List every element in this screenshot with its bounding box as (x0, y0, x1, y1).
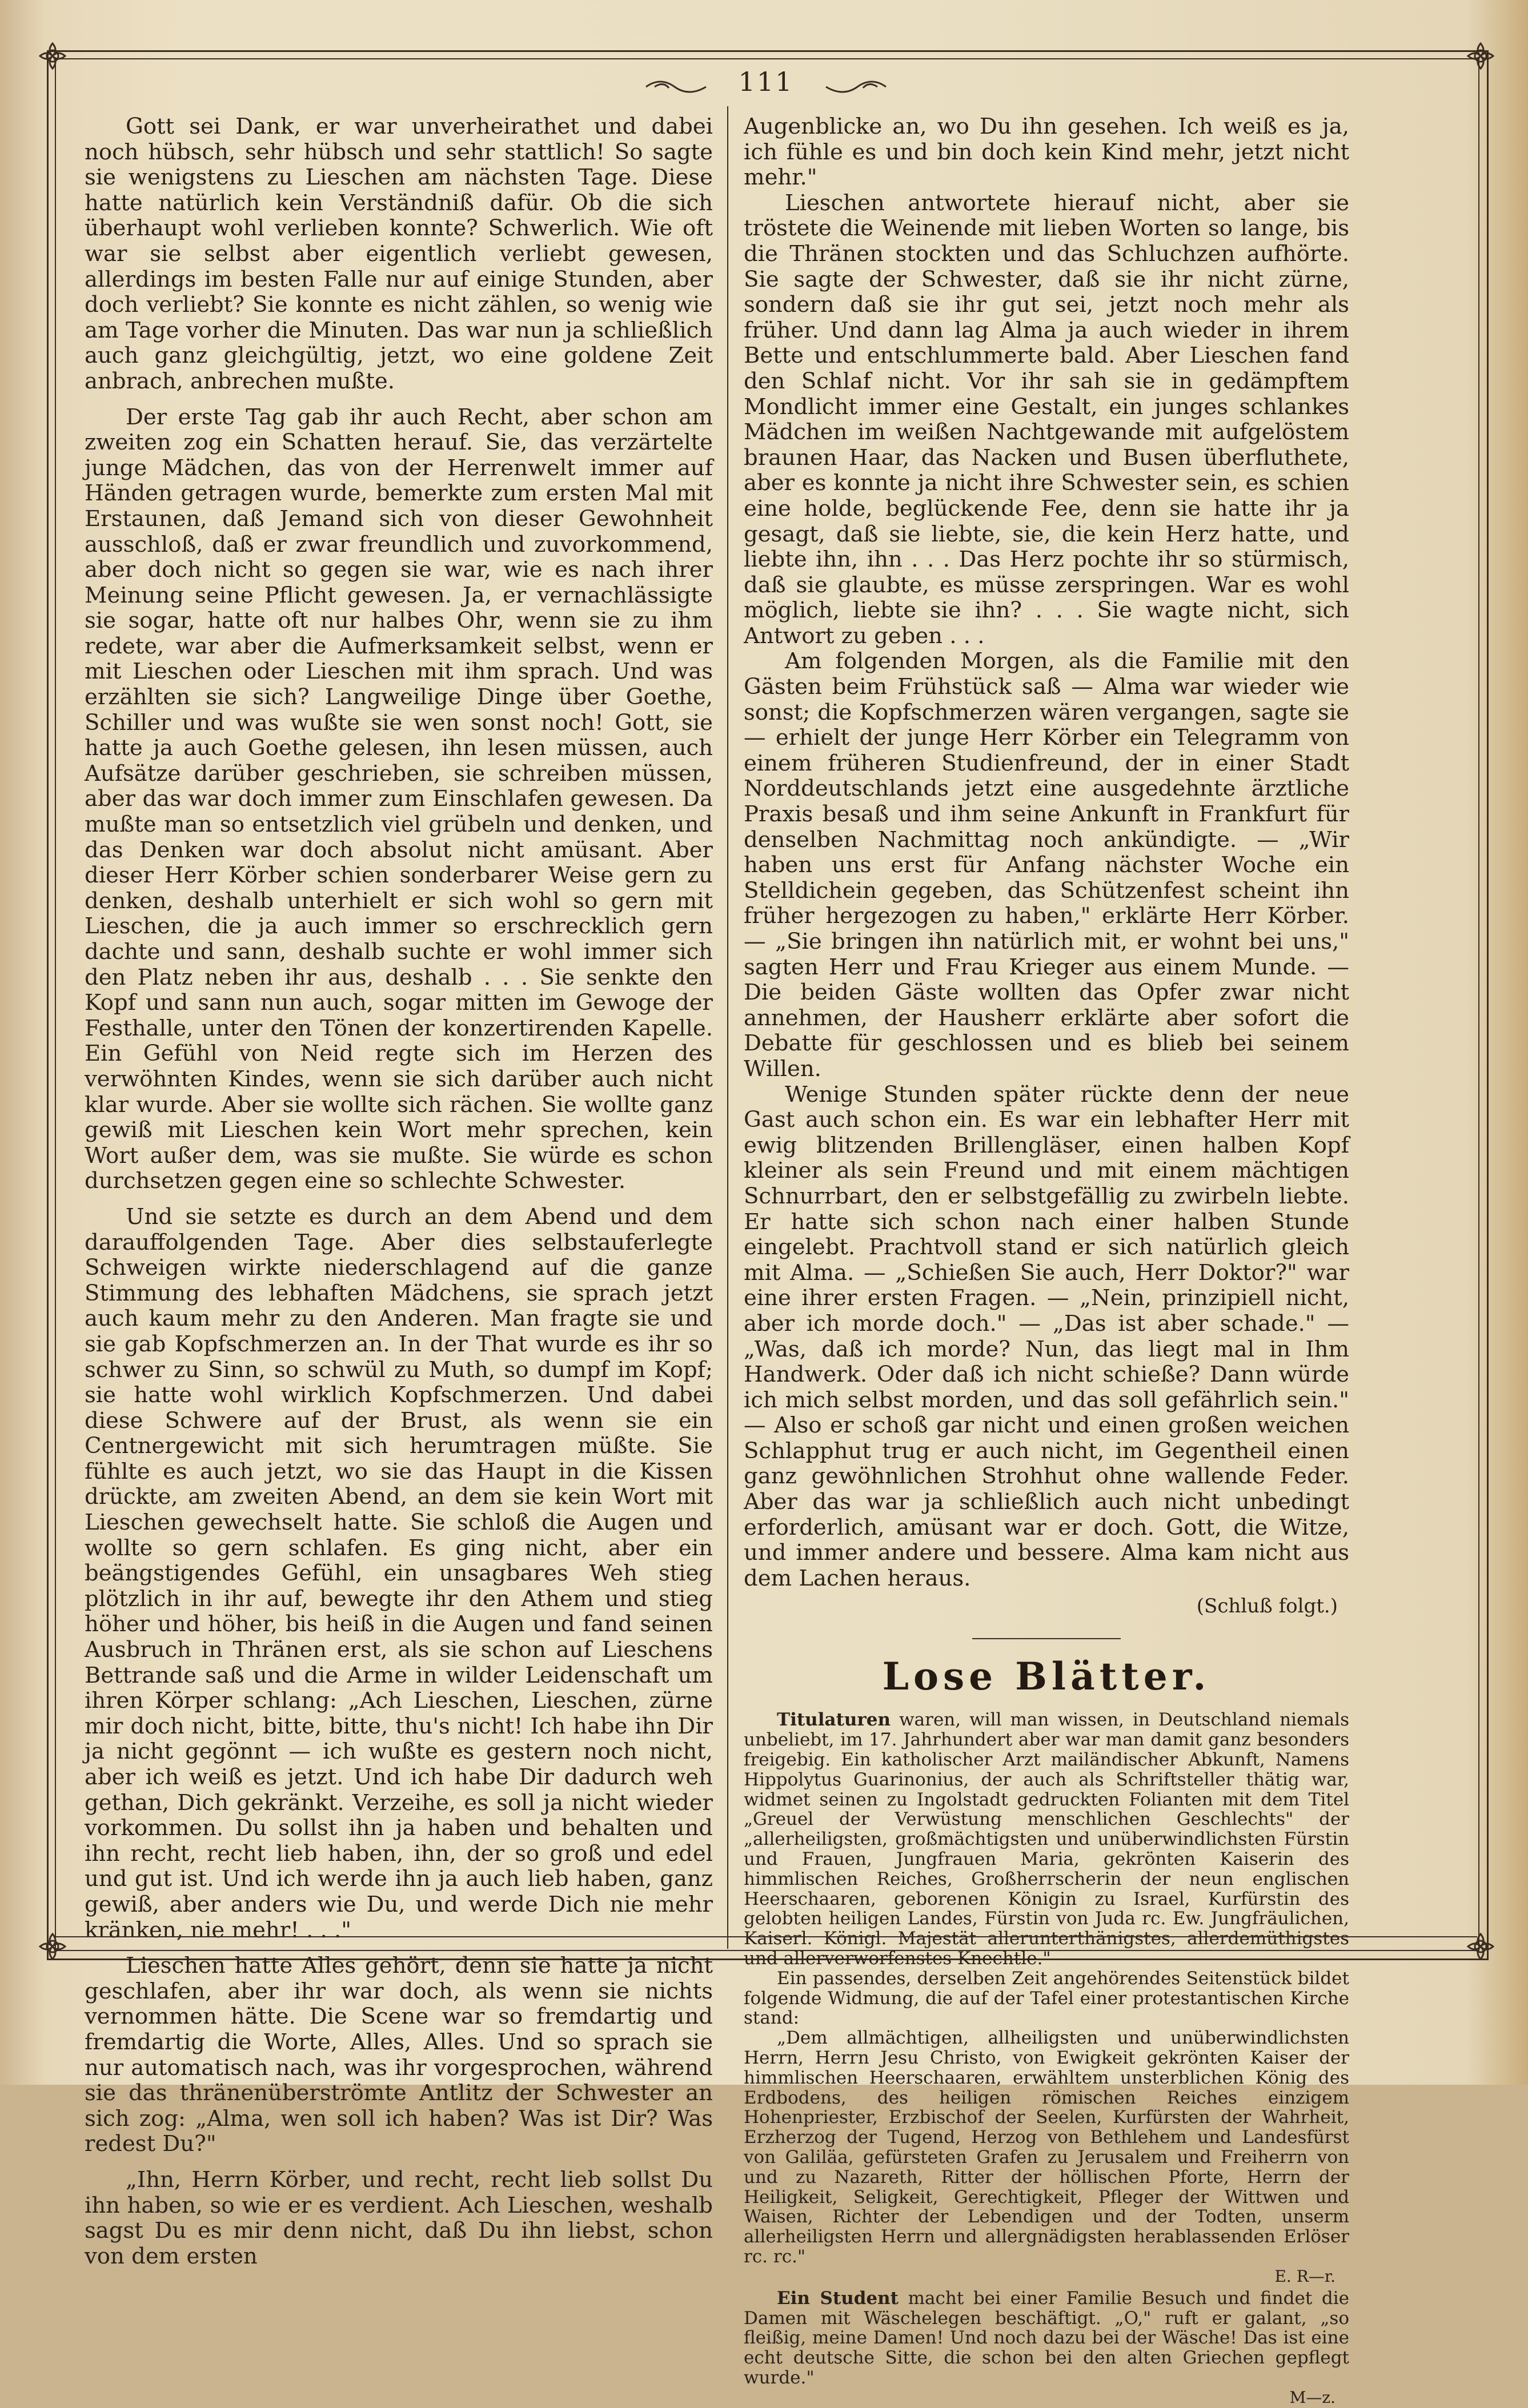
to-be-continued: (Schluß folgt.) (1196, 1595, 1338, 1618)
section-divider (972, 1638, 1121, 1639)
paragraph: Augenblicke an, wo Du ihn gesehen. Ich weiß es ja, ich fühle es und bin doch kein Kind mehr, jetzt nicht mehr." (744, 114, 1349, 191)
left-column (85, 114, 713, 2269)
bottom-rule (55, 1936, 1477, 1937)
paragraph: Gott sei Dank, er war unverheirathet und dabei noch hübsch, sehr hübsch und sehr stattlich! So sagte sie wenigstens zu Lieschen am nächsten Tage. Diese hatte natürlich kein Verständniß dafür. Ob die sich überhaupt wohl verlieben konnte? Schwerlich. Wie oft war sie selbst aber eigentlich verliebt gewesen, allerdings im besten Falle nur auf einige Stunden, aber doch verliebt? Sie konnte es nicht zählen, so wenig wie am Tage vorher die Minuten. Das war nun ja schließlich auch ganz gleichgültig, jetzt, wo eine goldene Zeit anbrach, anbrechen mußte. (85, 114, 713, 394)
column-divider (727, 106, 728, 1949)
page-number: 111 (738, 66, 794, 97)
paragraph: Und sie setzte es durch an dem Abend und dem darauffolgenden Tage. Aber dies selbstauferlegte Schweigen wirkte niederschlagend auf die ganze Stimmung des lebhaften Mädchens, sie sprach jetzt auch kaum mehr zu den Anderen. Man fragte sie und sie gab Kopfschmerzen an. In der That wurde es ihr so schwer zu Sinn, so schwül zu Muth, so dumpf im Kopf; sie hatte wohl wirklich Kopfschmerzen. Und dabei diese Schwere auf der Brust, als wenn sie ein Centnergewicht mit sich herumtragen müßte. Sie fühlte es auch jetzt, wo sie das Haupt in die Kissen drückte, am zweiten Abend, an dem sie kein Wort mit Lieschen gewechselt hatte. Sie schloß die Augen und wollte so gern schlafen. Es ging nicht, aber ein beängstigendes Gefühl, ein unsagbares Weh stieg plötzlich in ihr auf, bewegte ihr den Athem und stieg höher und höher, bis heiß in die Augen und fand seinen Ausbruch in Thränen erst, als sie schon auf Lieschens Bettrande saß und die Arme in wilder Leidenschaft um ihren Körper schlang: „Ach Lieschen, Lieschen, zürne mir doch nicht, bitte, bitte, thu's nicht! Ich habe ihn Dir ja nicht gegönnt — ich wußte es gestern noch nicht, aber ich weiß es jetzt. Und ich habe Dir dadurch weh gethan, Dich gekränkt. Verzeihe, es soll ja nicht wieder vorkommen. Du sollst ihn ja haben und behalten und ihn recht, recht lieb haben, ihn, der so groß und edel und gut ist. Und ich werde ihn ja auch lieb haben, ganz gewiß, aber anders wie Du, und werde Dich nie mehr kränken, nie mehr! . . ." (85, 1203, 713, 1943)
paragraph: Lieschen antwortete hierauf nicht, aber sie tröstete die Weinende mit lieben Worten so lange, bis die Thränen stockten und das Schluchzen aufhörte. Sie sagte der Schwester, daß sie ihr nicht zürne, sondern daß sie ihr gut sei, jetzt noch mehr als früher. Und dann lag Alma ja auch wieder in ihrem Bette und entschlummerte bald. Aber Lieschen fand den Schlaf nicht. Vor ihr sah sie in gedämpftem Mondlicht immer eine Gestalt, ein junges schlankes Mädchen im weißen Nachtgewande mit aufgelöstem braunen Haar, das Nacken und Busen überfluthete, aber es konnte ja nicht ihre Schwester sein, es schien eine holde, beglückende Fee, denn sie hatte ihr ja gesagt, daß sie liebte, sie, die kein Herz hatte, und liebte ihn, ihn . . . Das Herz pochte ihr so stürmisch, daß sie glaubte, es müsse zerspringen. War es wohl möglich, liebte sie ihn? . . . Sie wagte nicht, sich Antwort zu geben . . . (744, 190, 1349, 649)
paragraph: Am folgenden Morgen, als die Familie mit den Gästen beim Frühstück saß — Alma war wieder wie sonst; die Kopfschmerzen wären vergangen, sagte sie — erhielt der junge Herr Körber ein Telegramm von einem früheren Studienfreund, der in einer Stadt Norddeutschlands jetzt eine ausgedehnte ärztliche Praxis besaß und ihm seine Ankunft in Frankfurt für denselben Nachmittag noch ankündigte. — „Wir haben uns erst für Anfang nächster Woche ein Stelldichein gegeben, das Schützenfest scheint ihn früher hergezogen zu haben," erklärte Herr Körber. — „Sie bringen ihn natürlich mit, er wohnt bei uns," sagten Herr und Frau Krieger aus einem Munde. — Die beiden Gäste wollten das Opfer zwar nicht annehmen, der Hausherr erklärte aber sofort die Debatte für geschlossen und es blieb bei seinem Willen. (744, 648, 1349, 1082)
section-title: Lose Blätter. (882, 1654, 1211, 1699)
corner-ornament-icon (1463, 1929, 1498, 1964)
article-titulaturen (744, 1710, 1349, 1968)
article-text: macht bei einer Familie Besuch und findet die Damen mit Wäschelegen beschäftigt. „O," ruft er galant, „so fleißig, meine Damen! Und noch dazu bei der Wäsche! Das ist eine echt deutsche Sitte, die schon bei den alten Griechen gepflegt wurde." (744, 2287, 1349, 2388)
paragraph: „Ihn, Herrn Körber, und recht, recht lieb sollst Du ihn haben, so wie er es verdient. Ach Lieschen, weshalb sagst Du es mir denn nicht, daß Du ihn liebst, schon von dem ersten (85, 2166, 713, 2269)
article-student (744, 2289, 1349, 2388)
paragraph: Lieschen hatte Alles gehört, denn sie hatte ja nicht geschlafen, aber ihr war doch, als wenn sie nichts vernommen hätte. Die Scene war so fremdartig und fremdartig die Worte, Alles, Alles. Und so sprach sie nur automatisch nach, was ihr vorgesprochen, während sie das thränenüberströmte Antlitz der Schwester an sich zog: „Alma, wen soll ich haben? Was ist Dir? Was redest Du?" (85, 1953, 713, 2157)
page-header (55, 62, 1477, 107)
article-text: waren, will man wissen, in Deutschland niemals unbeliebt, im 17. Jahrhundert aber war man damit ganz besonders freigebig. Ein katholischer Arzt mailändischer Abkunft, Namens Hippolytus Guarinonius, der auch als Schriftsteller thätig war, widmet seinen zu Ingolstadt gedruckten Folianten mit dem Titel „Greuel der Verwüstung menschlichen Geschlechts" der „allerheiligsten, großmächtigsten und unüberwindlichsten Fürstin und Frauen, Jungfrauen Maria, gekrönten Kaiserin des himmlischen Reiches, Großherrscherin der neun englischen Heerschaaren, geborenen Königin zu Israel, Kurfürstin des gelobten heiligen Landes, Fürstin von Juda rc. Ew. Jungfräulichen, Kaiserl. Königl. Majestät allerunterthänigstes, allerdemüthigstes und allerverworfenstes Knechtle." (744, 1709, 1349, 1969)
article-lead: Titulaturen (777, 1709, 891, 1731)
right-column (744, 114, 1349, 2407)
flourish-right-icon (820, 75, 889, 101)
paragraph: Wenige Stunden später rückte denn der neue Gast auch schon ein. Es war ein lebhafter Herr mit ewig blitzenden Brillengläser, einen halben Kopf kleiner als sein Freund und mit einem mächtigen Schnurrbart, den er selbstgefällig zu zwirbeln liebte. Er hatte sich schon nach einer halben Stunde eingelebt. Prachtvoll stand er sich natürlich gleich mit Alma. — „Schießen Sie auch, Herr Doktor?" war eine ihrer ersten Fragen. — „Nein, prinzipiell nicht, aber ich morde doch." — „Das ist aber schade." — „Was, daß ich morde? Nun, das liegt mal in Ihm Handwerk. Oder daß ich nicht schieße? Dann würde ich mich selbst morden, und das soll gefährlich sein." — Also er schoß gar nicht und einen großen weichen Schlapphut trug er auch nicht, im Gegentheil einen ganz gewöhnlichen Strohhut ohne wallende Feder. Aber das war ja schließlich auch nicht unbedingt erforderlich, amüsant war er doch. Gott, die Witze, und immer andere und bessere. Alma kam nicht aus dem Lachen heraus. (744, 1081, 1349, 1591)
author-initials: M—z. (1289, 2387, 1336, 2407)
paragraph: Der erste Tag gab ihr auch Recht, aber schon am zweiten zog ein Schatten herauf. Sie, das verzärtelte junge Mädchen, das von der Herrenwelt immer auf Händen getragen wurde, bemerkte zum ersten Mal mit Erstaunen, daß Jemand sich von dieser Gewohnheit ausschloß, daß er zwar freundlich und zuvorkommend, aber doch nicht so gegen sie war, wie es nach ihrer Meinung seine Pflicht gewesen. Ja, er vernachlässigte sie sogar, hatte oft nur halbes Ohr, wenn sie zu ihm redete, war aber die Aufmerksamkeit selbst, wenn er mit Lieschen oder Lieschen mit ihm sprach. Und was erzählten sie sich? Langweilige Dinge über Goethe, Schiller und was wußte sie wen sonst noch! Gott, sie hatte ja auch Goethe gelesen, ihn lesen müssen, auch Aufsätze darüber geschrieben, sie schreiben müssen, aber das war doch immer zum Einschlafen gewesen. Da mußte man so entsetzlich viel grübeln und denken, und das Denken war doch absolut nicht amüsant. Aber dieser Herr Körber schien sonderbarer Weise gern zu denken, deshalb unterhielt er sich wohl so gern mit Lieschen, die ja auch immer so erschrecklich gern dachte und sann, deshalb suchte er wohl immer sich den Platz neben ihr aus, deshalb . . . Sie senkte den Kopf und sann nun auch, sogar mitten im Gewoge der Festhalle, unter den Tönen der konzertirenden Kapelle. Ein Gefühl von Neid regte sich im Herzen des verwöhnten Kindes, wenn sie sich darüber auch nicht klar wurde. Aber sie wollte sich rächen. Sie wollte ganz gewiß mit Lieschen kein Wort mehr sprechen, kein Wort außer dem, was sie mußte. Sie würde es schon durchsetzen gegen eine so schlechte Schwester. (85, 404, 713, 1194)
author-initials: E. R—r. (1274, 2266, 1336, 2286)
corner-ornament-icon (35, 1929, 70, 1964)
article-paragraph: Ein passendes, derselben Zeit angehörendes Seitenstück bildet folgende Widmung, die auf der Tafel einer protestantischen Kirche stand: (744, 1968, 1349, 2029)
article-lead: Ein Student (777, 2287, 899, 2309)
article-quote: „Dem allmächtigen, allheiligsten und unüberwindlichsten Herrn, Herrn Jesu Christo, von Ewigkeit gekrönten Kaiser der himmlischen Heerschaaren, erwähltem unsterblichen König des Erdbodens, des heiligen römischen Reiches einzigem Hohenpriester, Erzbischof der Seelen, Kurfürsten der Wahrheit, Erzherzog der Tugend, Herzog von Bethlehem und Landesfürst von Galiläa, gefürsteten Grafen zu Jerusalem und Freiherrn von und zu Nazareth, Ritter der höllischen Pforte, Herrn der Heiligkeit, Seligkeit, Gerechtigkeit, Pfleger der Wittwen und Waisen, Richter der Lebendigen und der Todten, unserm allerheiligsten Herrn und allergnädigsten herablassenden Erlöser rc. rc." (744, 2028, 1349, 2267)
